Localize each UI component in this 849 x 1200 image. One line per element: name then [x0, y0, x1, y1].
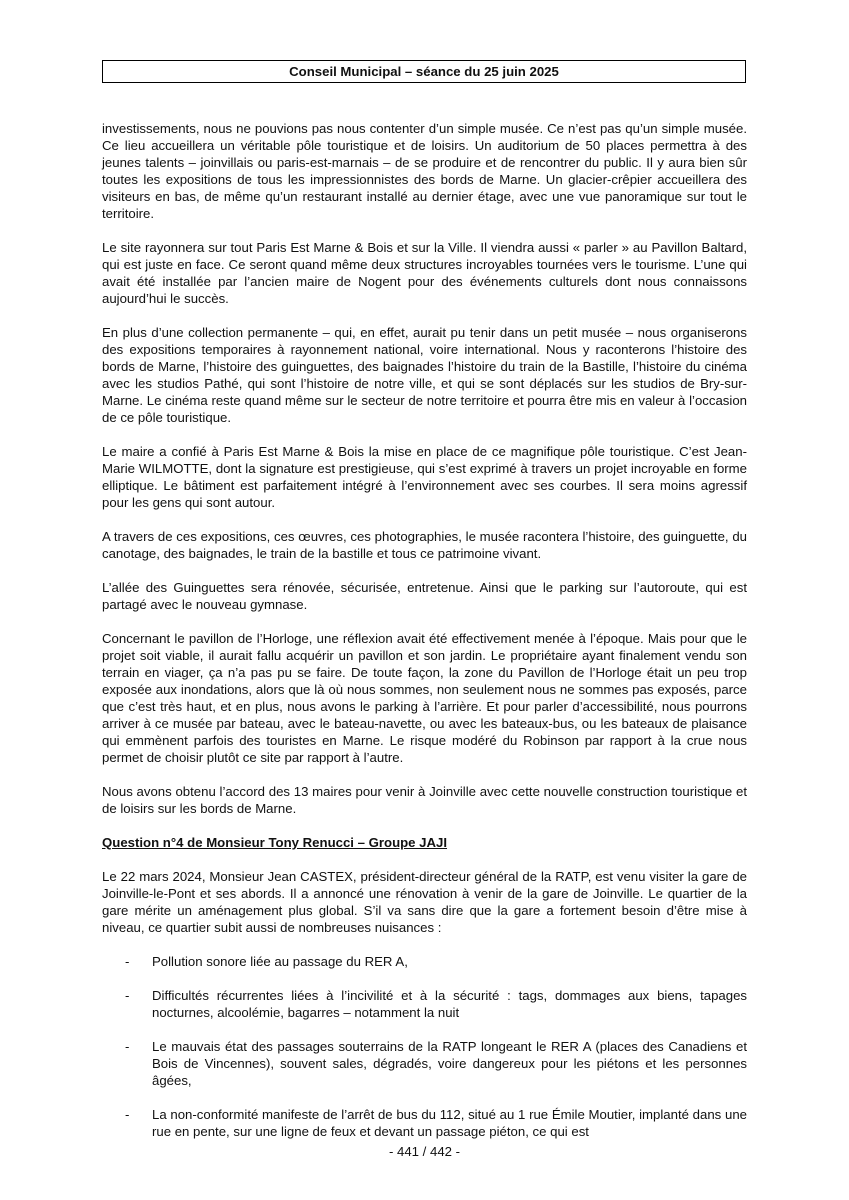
list-item-text: Le mauvais état des passages souterrains de la RATP longeant le RER A (places des Canadiens et Bois de Vincennes), souvent sales, dégradés, voire dangereux pour les piétons et les personnes âgées,	[152, 1039, 747, 1088]
paragraph-heritage: A travers de ces expositions, ces œuvres, ces photographies, le musée racontera l’histoire, des guinguette, du canotage, des baignades, le train de la bastille et tous ce patrimoine vivant.	[102, 529, 747, 561]
paragraph-site-influence: Le site rayonnera sur tout Paris Est Marne & Bois et sur la Ville. Il viendra aussi « parler » au Pavillon Baltard, qui est juste en face. Ce seront quand même deux structures incroyables tournées vers le tourisme. L’une qui avait été installée par l’ancien maire de Nogent pour des événements culturels dont nous connaissons aujourd’hui le succès.	[102, 240, 747, 306]
session-title: Conseil Municipal – séance du 25 juin 2025	[289, 64, 559, 79]
list-item	[102, 953, 747, 970]
list-item	[102, 1038, 747, 1089]
document-body	[102, 120, 747, 1157]
question-intro: Le 22 mars 2024, Monsieur Jean CASTEX, président-directeur général de la RATP, est venu visiter la gare de Joinville-le-Pont et ses abords. Il a annoncé une rénovation à venir de la gare de Joinville. Le quartier de la gare mérite un aménagement plus global. S’il va sans dire que la gare a fortement besoin d’être mise à niveau, ce quartier subit aussi de nombreuses nuisances :	[102, 869, 747, 935]
dash-bullet: -	[125, 988, 130, 1003]
list-item	[102, 1106, 747, 1140]
question-heading: Question n°4 de Monsieur Tony Renucci – Groupe JAJI	[102, 835, 448, 850]
list-item-text: Pollution sonore liée au passage du RER A,	[152, 954, 408, 969]
paragraph-guinguettes-alley: L’allée des Guinguettes sera rénovée, sécurisée, entretenue. Ainsi que le parking sur l’autoroute, qui est partagé avec le nouveau gymnase.	[102, 580, 747, 612]
paragraph-mayors-agreement: Nous avons obtenu l’accord des 13 maires pour venir à Joinville avec cette nouvelle construction touristique et de loisirs sur les bords de Marne.	[102, 784, 747, 816]
paragraph-architect: Le maire a confié à Paris Est Marne & Bois la mise en place de ce magnifique pôle touristique. C’est Jean-Marie WILMOTTE, dont la signature est prestigieuse, qui s’est exprimé à travers un projet incroyable en forme elliptique. Le bâtiment est parfaitement intégré à l’environnement avec ses courbes. Il sera moins agressif pour les gens qui sont autour.	[102, 444, 747, 510]
dash-bullet: -	[125, 1107, 130, 1122]
paragraph-exhibitions: En plus d’une collection permanente – qui, en effet, aurait pu tenir dans un petit musée – nous organiserons des expositions temporaires à rayonnement national, voire international. Nous y raconterons l’histoire des bords de Marne, l’histoire des guinguettes, des baignades l’histoire du train de la Bastille, l’histoire du cinéma avec les studios Pathé, qui sont l’histoire de notre ville, et qui se sont déplacés sur les studios de Bry-sur-Marne. Le cinéma reste quand même sur le secteur de notre territoire et pourra être mis en valeur à l’occasion de ce pôle touristique.	[102, 325, 747, 425]
dash-bullet: -	[125, 1039, 130, 1054]
paragraph-pavillon-horloge: Concernant le pavillon de l’Horloge, une réflexion avait été effectivement menée à l’époque. Mais pour que le projet soit viable, il aurait fallu acquérir un pavillon et son jardin. Le propriétaire ayant finalement vendu son terrain en viager, ça n’a pas pu se faire. De toute façon, la zone du Pavillon de l’Horloge était un peu trop exposée aux inondations, alors que là où nous sommes, non seulement nous ne sommes pas exposés, parce que c’est très haut, et en plus, nous avons le parking à l’arrière. Et pour parler d’accessibilité, nous pourrons arriver à ce musée par bateau, avec le bateau-navette, ou avec les bateaux-bus, ou les bateaux de plaisance qui emmènent parfois des touristes en Marne. Le risque modéré du Robinson par rapport à la crue nous permet de choisir plutôt ce site par rapport à l’autre.	[102, 631, 747, 765]
list-item-text: Difficultés récurrentes liées à l’incivilité et à la sécurité : tags, dommages aux biens, tapages nocturnes, alcoolémie, bagarres – notamment la nuit	[152, 988, 747, 1020]
dash-bullet: -	[125, 954, 130, 969]
list-item	[102, 987, 747, 1021]
list-item-text: La non-conformité manifeste de l’arrêt de bus du 112, situé au 1 rue Émile Moutier, implanté dans une rue en pente, sur une ligne de feux et devant un passage piéton, ce qui est	[152, 1107, 747, 1139]
page-number: - 441 / 442 -	[388, 1144, 461, 1159]
page-header	[102, 60, 746, 83]
paragraph-museum-description: investissements, nous ne pouvions pas nous contenter d’un simple musée. Ce n’est pas qu’un simple musée. Ce lieu accueillera un véritable pôle touristique et de loisirs. Un auditorium de 50 places permettra à des jeunes talents – joinvillais ou paris-est-marnais – de se produire et de rencontrer du public. Il y aura bien sûr toutes les expositions de tous les impressionnistes des bords de Marne. Un glacier-crêpier accueillera des visiteurs en bas, de même qu’un restaurant installé au dernier étage, avec une vue panoramique sur tout le territoire.	[102, 121, 747, 221]
nuisances-list	[102, 953, 747, 1140]
